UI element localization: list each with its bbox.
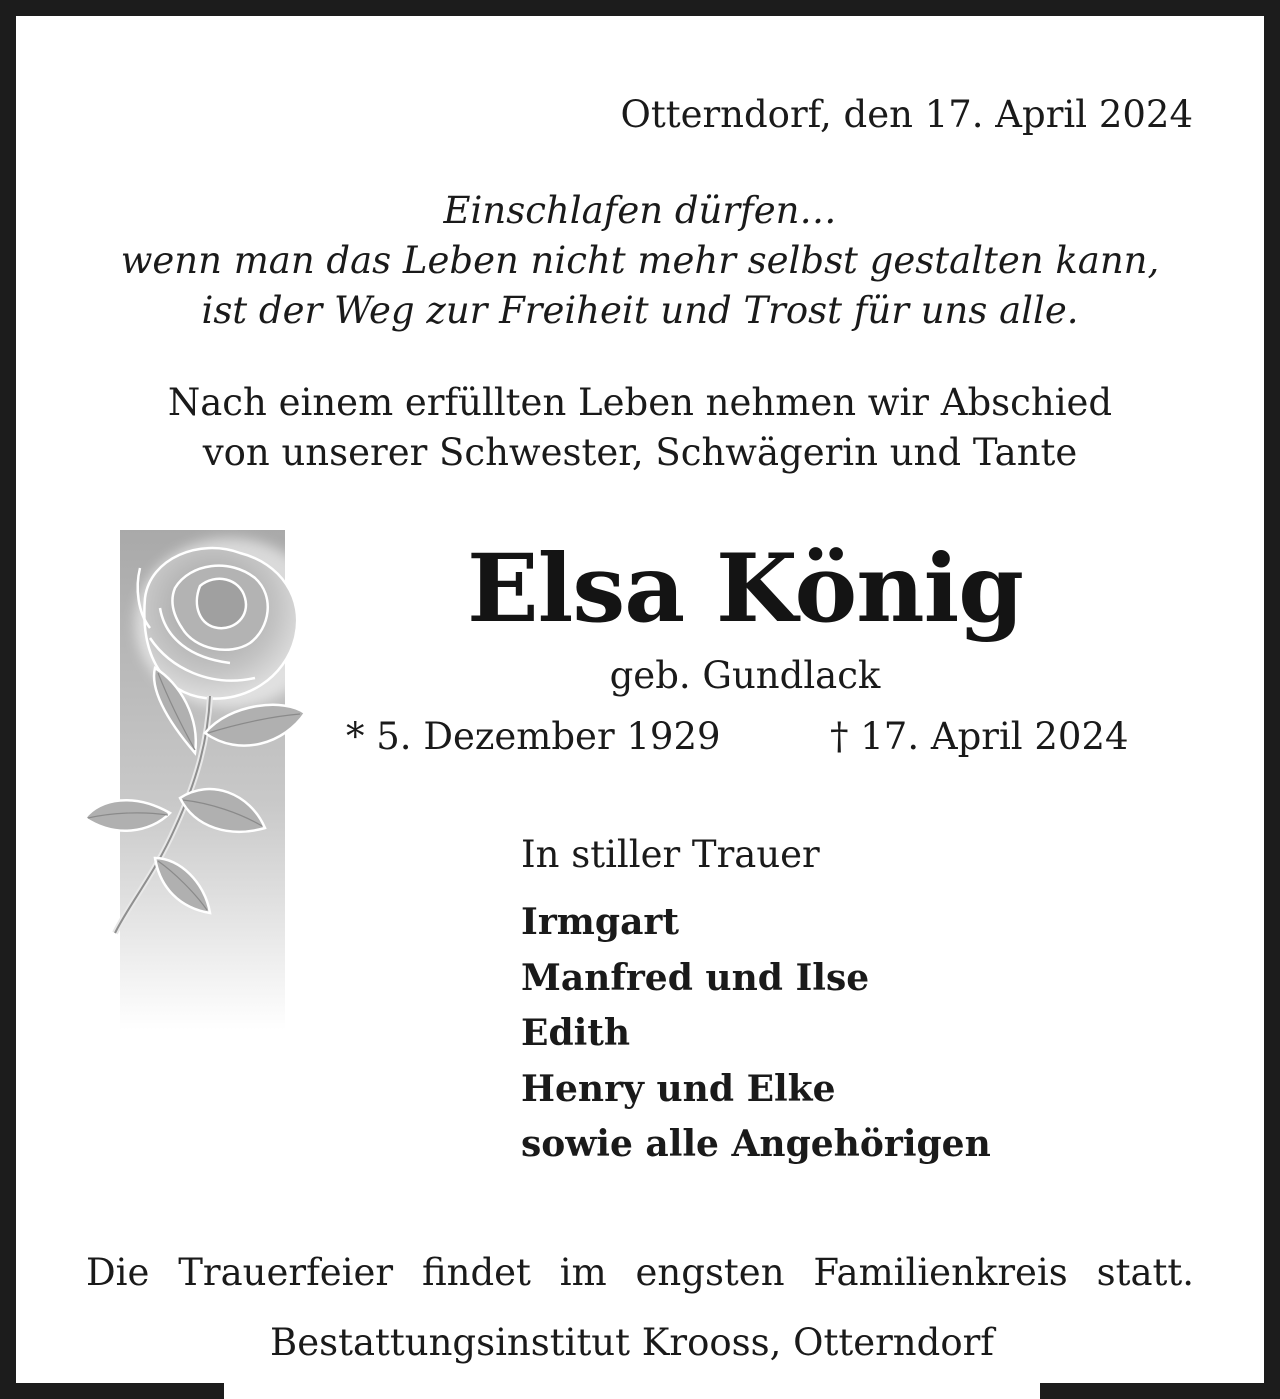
mourner-name: Manfred und Ilse	[521, 956, 870, 999]
death-date: † 17. April 2024	[830, 715, 1129, 758]
poem-line: ist der Weg zur Freiheit und Trost für uns alle.	[201, 289, 1079, 332]
farewell-intro	[40, 378, 1240, 478]
mourner-name: Irmgart	[521, 901, 679, 943]
mourning-intro: In stiller Trauer	[521, 833, 820, 876]
poem-line: Einschlafen dürfen…	[443, 189, 837, 232]
birth-date: * 5. Dezember 1929	[346, 715, 721, 758]
mourner-name: sowie alle Angehörigen	[521, 1123, 991, 1165]
poem-line: wenn man das Leben nicht mehr selbst gestalten kann,	[120, 239, 1160, 282]
intro-line: von unserer Schwester, Schwägerin und Tante	[202, 431, 1078, 474]
mourner-name: Edith	[521, 1012, 631, 1054]
place-date: Otterndorf, den 17. April 2024	[620, 93, 1193, 136]
rose-icon	[80, 528, 330, 1033]
intro-line: Nach einem erfüllten Leben nehmen wir Abschied	[167, 381, 1113, 424]
border-bottom-right	[1040, 1383, 1280, 1399]
ceremony-note: Die Trauerfeier findet im engsten Familienkreis statt.	[86, 1251, 1194, 1294]
border-bottom-left	[0, 1383, 224, 1399]
deceased-name: Elsa König	[466, 534, 1024, 644]
mourner-name: Henry und Elke	[521, 1067, 836, 1110]
maiden-name: geb. Gundlack	[609, 654, 881, 697]
poem	[40, 186, 1240, 336]
mourners-list	[521, 895, 991, 1173]
undertaker: Bestattungsinstitut Krooss, Otterndorf	[224, 1318, 1040, 1368]
